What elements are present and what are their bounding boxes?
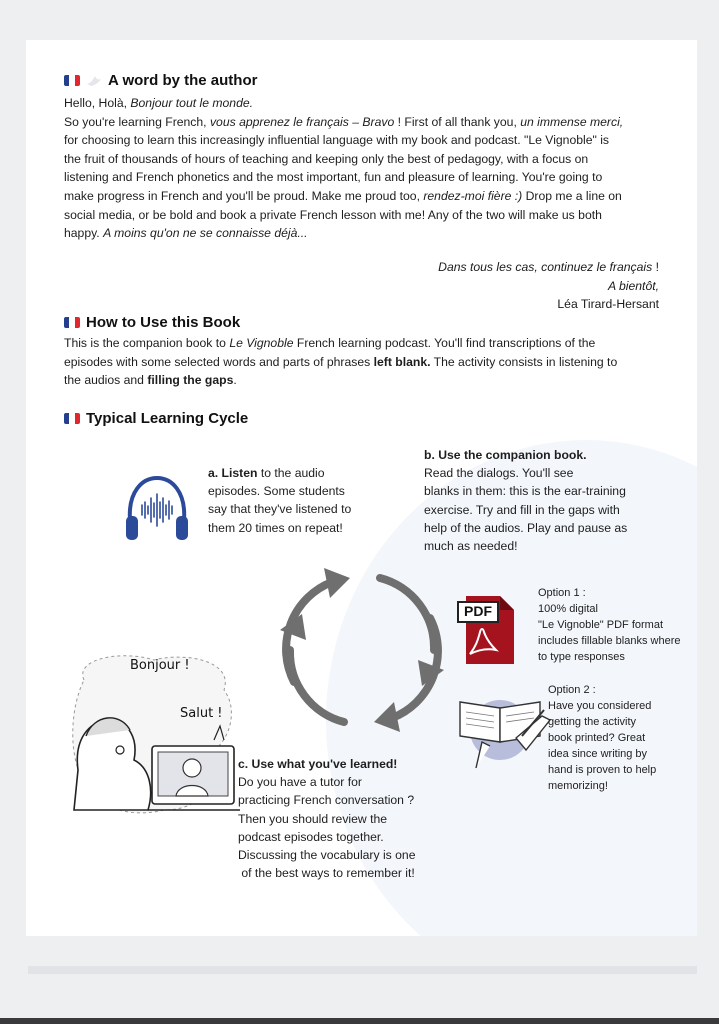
step-b-line: help of the audios. Play and pause as — [424, 520, 628, 535]
sign-line: ! — [652, 260, 659, 274]
greeting-text: Hello, Holà, — [64, 96, 131, 110]
author-line: ! First of all thank you, — [394, 114, 521, 129]
author-line: So you're learning French, — [64, 114, 210, 129]
option-2-line: Have you considered — [548, 700, 652, 712]
page-sheet — [26, 40, 697, 936]
howto-bold: filling the gaps — [147, 373, 234, 388]
step-a-text — [208, 464, 398, 537]
option-1-line: includes fillable blanks where — [538, 635, 681, 647]
signature-block — [438, 258, 659, 314]
author-line: the fruit of thousands of hours of teaching and keeping only the best of pedagogy, with a focus on — [64, 151, 589, 166]
author-title: A word by the author — [108, 72, 258, 89]
step-b-line: Read the dialogs. You'll see — [424, 466, 574, 481]
option-2-title: Option 2 : — [548, 684, 596, 696]
author-line: social media, or be bold and book a private French lesson with me! Any of the two will make us both — [64, 207, 602, 222]
bubble-bonjour: Bonjour ! — [130, 658, 190, 673]
step-b-text — [424, 446, 664, 555]
step-b-line: blanks in them: this is the ear-training — [424, 484, 626, 499]
howto-bold: left blank. — [373, 354, 431, 369]
step-a-line: say that they've listened to — [208, 502, 352, 517]
author-text — [64, 94, 684, 243]
bottom-bar — [0, 1018, 719, 1024]
pdf-label: PDF — [464, 603, 492, 619]
option-1-text — [538, 585, 697, 665]
tutor-call-illustration — [64, 650, 244, 820]
author-line: make progress in French and you'll be proud. Make me proud too, — [64, 188, 424, 203]
france-flag-icon — [64, 413, 80, 424]
author-italic: vous apprenez le français – Bravo — [209, 114, 395, 129]
step-c-text — [238, 755, 478, 882]
howto-title: How to Use this Book — [86, 314, 241, 331]
greeting-italic: Bonjour tout le monde. — [130, 96, 254, 110]
author-italic: un immense merci, — [520, 114, 624, 129]
howto-text — [64, 334, 684, 390]
step-b-title: b. Use the companion book. — [424, 448, 587, 462]
howto-line: This is the companion book to — [64, 336, 230, 350]
option-2-line: hand is proven to help — [548, 764, 657, 776]
france-flag-icon — [64, 317, 80, 328]
step-b-line: much as needed! — [424, 539, 518, 554]
step-c-line: Then you should review the — [238, 811, 388, 826]
option-1-line: 100% digital — [538, 603, 598, 615]
author-line: listening and French phonetics and the most important, fun and pleasure of learning. You're going to — [64, 170, 603, 185]
author-name: Léa Tirard-Hersant — [557, 297, 659, 312]
cycle-title: Typical Learning Cycle — [86, 410, 249, 427]
step-c-line: practicing French conversation ? — [238, 793, 415, 808]
step-c-line: Do you have a tutor for — [238, 775, 362, 790]
step-c-line: podcast episodes together. — [238, 829, 384, 844]
step-c-line: of the best ways to remember it! — [238, 866, 415, 881]
option-2-text — [548, 682, 688, 794]
author-italic: rendez-moi fière :) — [423, 188, 523, 203]
option-1-line: "Le Vignoble" PDF format — [538, 619, 664, 631]
author-italic: A moins qu'on ne se connaisse déjà... — [103, 226, 308, 241]
howto-line: The activity consists in listening to — [430, 354, 618, 369]
step-a-title: a. Listen — [208, 466, 258, 480]
sign-line: Dans tous les cas, continuez le français — [438, 260, 653, 274]
option-2-line: idea since writing by — [548, 748, 648, 760]
option-2-line: memorizing! — [548, 780, 608, 792]
france-flag-icon — [64, 75, 80, 86]
howto-line: . — [233, 373, 237, 388]
cycle-heading — [64, 410, 248, 427]
step-a-line: to the audio — [257, 466, 325, 480]
headphones-icon — [122, 472, 192, 546]
author-line: for choosing to learn this increasingly influential language with my book and podcast. "Le Vignoble" is — [64, 133, 610, 148]
howto-line: French learning podcast. You'll find transcriptions of the — [293, 336, 596, 350]
scroll-track — [28, 966, 697, 974]
option-2-line: getting the activity — [548, 716, 637, 728]
step-c-line: Discussing the vocabulary is one — [238, 848, 416, 863]
bubble-salut: Salut ! — [180, 706, 223, 721]
step-b-line: exercise. Try and fill in the gaps with — [424, 502, 620, 517]
step-c-title: c. Use what you've learned! — [238, 757, 398, 771]
option-1-line: to type responses — [538, 651, 625, 663]
step-a-line: them 20 times on repeat! — [208, 520, 343, 535]
step-a-line: episodes. Some students — [208, 484, 345, 499]
howto-line: the audios and — [64, 373, 148, 388]
option-2-line: book printed? Great — [548, 732, 646, 744]
sign-line: A bientôt, — [607, 278, 659, 293]
author-line: Drop me a line on — [522, 188, 622, 203]
option-1-title: Option 1 : — [538, 587, 586, 599]
dove-icon — [86, 74, 102, 88]
author-line: happy. — [64, 226, 104, 241]
howto-heading — [64, 314, 240, 331]
howto-line: episodes with some selected words and parts of phrases — [64, 354, 374, 369]
howto-italic: Le Vignoble — [229, 336, 294, 350]
author-heading — [64, 72, 257, 89]
cycle-arrows-icon — [272, 560, 452, 740]
